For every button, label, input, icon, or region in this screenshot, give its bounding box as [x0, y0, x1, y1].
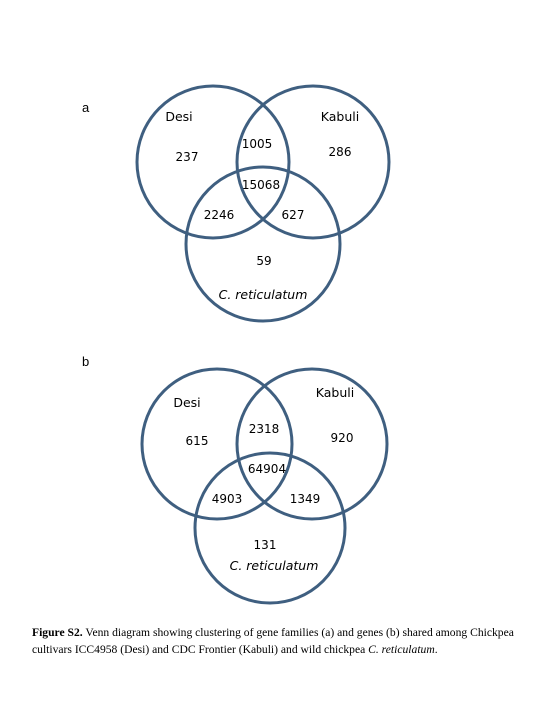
set-name-kabuli: Kabuli: [315, 385, 355, 400]
region-desi-kabuli: 2318: [248, 422, 280, 436]
set-name-reticulatum: C. reticulatum: [218, 287, 308, 302]
region-desi-reticulatum: 4903: [211, 492, 243, 506]
set-name-desi: Desi: [173, 395, 201, 410]
region-desi-only: 615: [185, 434, 209, 448]
set-name-desi: Desi: [165, 109, 193, 124]
region-kabuli-reticulatum: 627: [281, 208, 305, 222]
region-reticulatum-only: 131: [253, 538, 277, 552]
region-desi-kabuli: 1005: [241, 137, 273, 151]
region-desi-reticulatum: 2246: [203, 208, 235, 222]
caption-text: Venn diagram showing clustering of gene families (a) and genes (b) shared among Chickpea cultivars ICC4958 (Desi) and CDC Frontier (Kabuli) and wild chickpea: [32, 626, 514, 656]
panel-a-label: a: [82, 100, 90, 115]
caption-label: Figure S2.: [32, 626, 83, 639]
venn-diagram-b: [0, 340, 540, 620]
set-name-reticulatum: C. reticulatum: [229, 558, 319, 573]
region-kabuli-only: 286: [328, 145, 352, 159]
caption-species: C. reticulatum: [368, 643, 435, 656]
region-kabuli-only: 920: [330, 431, 354, 445]
region-kabuli-reticulatum: 1349: [289, 492, 321, 506]
panel-b-label: b: [82, 354, 90, 369]
region-all-three: 64904: [247, 462, 287, 476]
region-all-three: 15068: [241, 178, 281, 192]
set-name-kabuli: Kabuli: [320, 109, 360, 124]
kabuli-circle: [237, 86, 389, 238]
venn-diagram-a: [0, 0, 540, 340]
region-reticulatum-only: 59: [256, 254, 272, 268]
figure-caption: [32, 624, 522, 658]
caption-end: .: [434, 643, 438, 656]
region-desi-only: 237: [175, 150, 199, 164]
